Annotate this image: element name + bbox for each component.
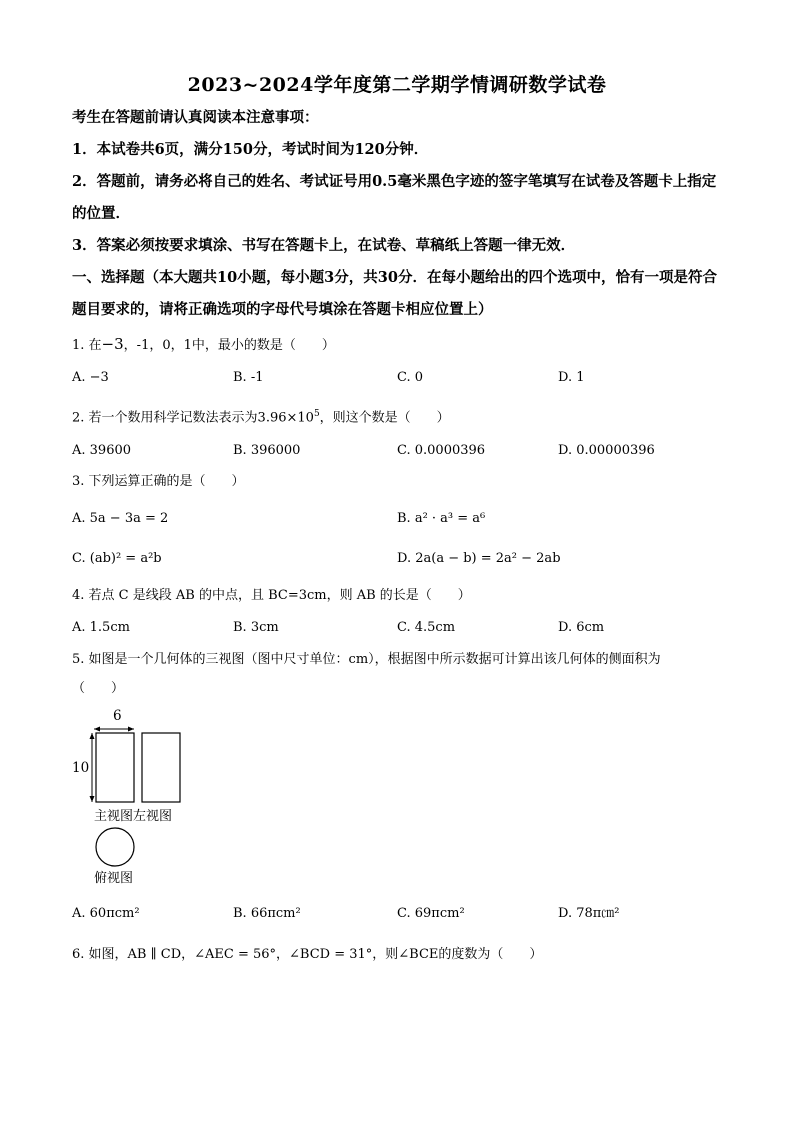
arrowhead-bottom — [90, 796, 95, 802]
option-a[interactable]: A. −3 — [72, 370, 109, 385]
top-view-circle — [96, 828, 134, 866]
question-3-stem: 3. 下列运算正确的是（ ） — [72, 474, 245, 489]
top-view-caption: 俯视图 — [94, 871, 134, 886]
option-a[interactable]: A. 5a − 3a = 2 — [72, 511, 169, 526]
question-6-stem: 6. 如图，AB ∥ CD，∠AEC = 56°，∠BCD = 31°，则∠BCE的度数为（ ） — [72, 947, 543, 962]
exam-title: 2023~2024学年度第二学期学情调研数学试卷 — [187, 74, 607, 96]
option-c[interactable]: C. 0.0000396 — [397, 443, 486, 458]
notice-header: 考生在答题前请认真阅读本注意事项： — [72, 109, 319, 126]
option-d[interactable]: D. 78π㎝² — [558, 906, 620, 921]
question-4-stem: 4. 若点 C 是线段 AB 的中点，且 BC=3cm，则 AB 的长是（ ） — [72, 588, 471, 603]
option-a[interactable]: A. 1.5cm — [72, 620, 130, 635]
notice-1: 1．本试卷共6页，满分150分，考试时间为120分钟． — [72, 141, 429, 158]
arrowhead-right — [128, 727, 134, 732]
arrowhead-top — [90, 733, 95, 739]
three-view-drawing — [70, 712, 220, 892]
section-heading: 一、选择题（本大题共10小题，每小题3分，共30分．在每小题给出的四个选项中，恰有一项是符合题目要求的，请将正确选项的字母代号填涂在答题卡相应位置上） — [72, 269, 717, 318]
option-d[interactable]: D. 6cm — [558, 620, 605, 635]
notice-3: 3．答案必须按要求填涂、书写在答题卡上，在试卷、草稿纸上答题一律无效． — [72, 237, 576, 254]
arrowhead-left — [94, 727, 100, 732]
question-5-stem: 5. 如图是一个几何体的三视图（图中尺寸单位：cm），根据图中所示数据可计算出该几何体的侧面积为 — [72, 652, 661, 667]
option-c[interactable]: C. (ab)² = a²b — [72, 551, 162, 566]
option-a[interactable]: A. 60πcm² — [72, 906, 140, 921]
three-view-figure — [70, 708, 220, 892]
option-d[interactable]: D. 0.00000396 — [558, 443, 655, 458]
width-label: 6 — [113, 708, 122, 724]
question-5-stem-cont: （ ） — [72, 681, 125, 696]
question-2-stem: 2. 若一个数用科学记数法表示为$3.96\times 10^5$，则这个数是（ ） — [72, 409, 450, 426]
option-d[interactable]: D. 2a(a − b) = 2a² − 2ab — [397, 551, 561, 566]
option-b[interactable]: B. 396000 — [233, 443, 301, 458]
question-1-stem: 1. 在−3，-1，0，1中，最小的数是（ ） — [72, 335, 335, 353]
option-c[interactable]: C. 69πcm² — [397, 906, 465, 921]
front-view-rect — [96, 733, 134, 802]
side-view-rect — [142, 733, 180, 802]
option-b[interactable]: B. a² · a³ = a⁶ — [397, 511, 486, 526]
option-c[interactable]: C. 0 — [397, 370, 424, 385]
front-side-caption: 主视图左视图 — [94, 809, 173, 824]
option-a[interactable]: A. 39600 — [72, 443, 132, 458]
option-b[interactable]: B. -1 — [233, 370, 264, 385]
option-b[interactable]: B. 3cm — [233, 620, 279, 635]
option-b[interactable]: B. 66πcm² — [233, 906, 301, 921]
option-d[interactable]: D. 1 — [558, 370, 585, 385]
notice-2: 2．答题前，请务必将自己的姓名、考试证号用0.5毫米黑色字迹的签字笔填写在试卷及答题卡上指定的位置． — [72, 173, 717, 222]
height-label: 10 — [72, 760, 90, 776]
option-c[interactable]: C. 4.5cm — [397, 620, 456, 635]
